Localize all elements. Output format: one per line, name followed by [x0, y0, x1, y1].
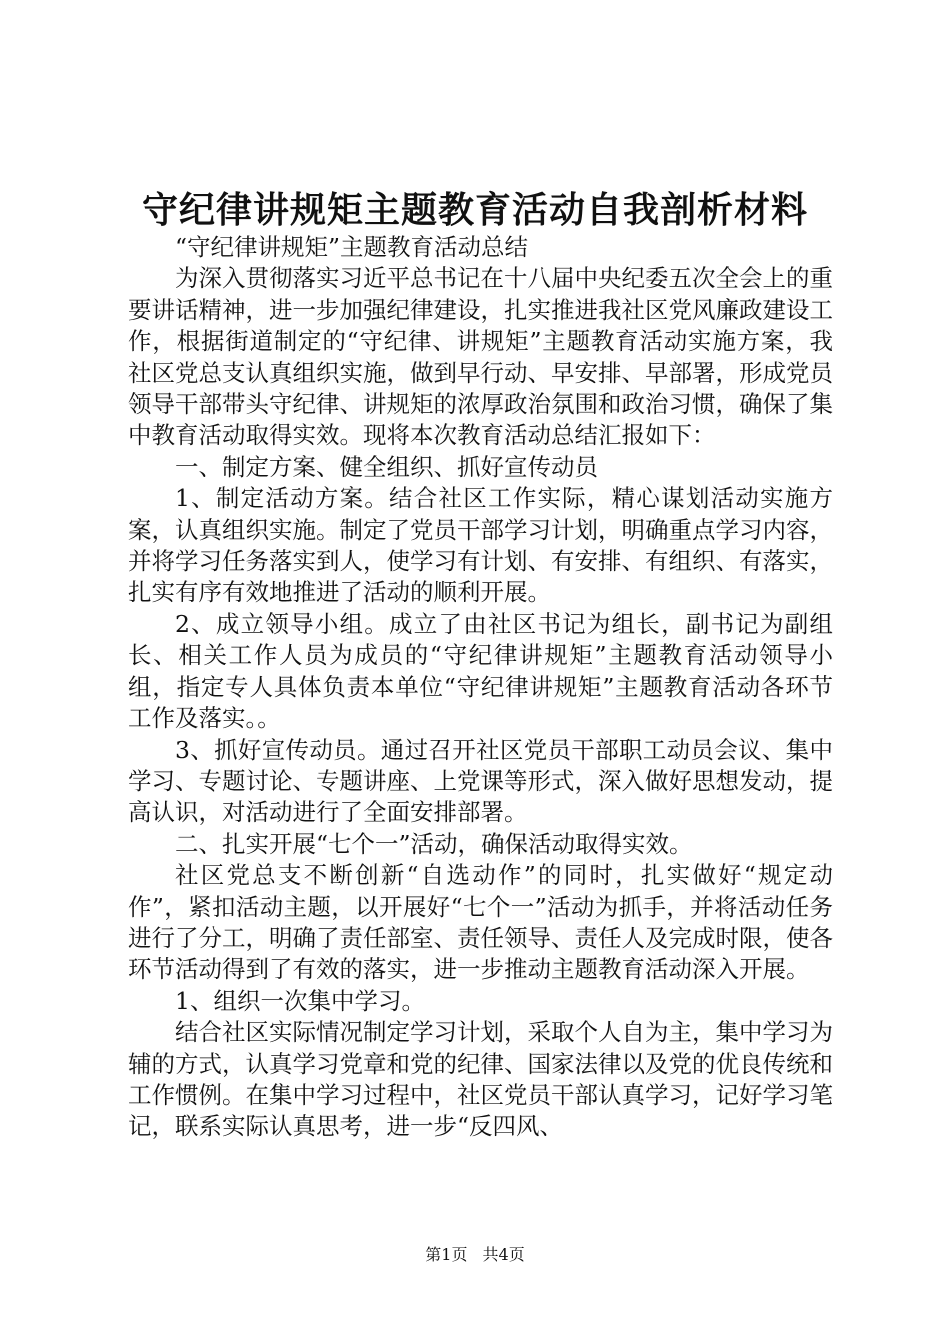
document-body	[128, 232, 833, 1143]
section-heading-1: 一、制定方案、健全组织、抓好宣传动员	[175, 452, 598, 481]
paragraph-2-intro: 社区党总支不断创新“自选动作”的同时，扎实做好“规定动作”，紧扣活动主题，以开展好“七个一”活动为抓手，并将活动任务进行了分工，明确了责任部室、责任领导、责任人及完成时限，使各环节活动得到了有效的落实，进一步推动主题教育活动深入开展。	[128, 861, 833, 984]
page-number: 第1页	[425, 1245, 468, 1264]
paragraph-1-1: 1、制定活动方案。结合社区工作实际，精心谋划活动实施方案，认真组织实施。制定了党员干部学习计划，明确重点学习内容，并将学习任务落实到人，使学习有计划、有安排、有组织、有落实，扎实有序有效地推进了活动的顺利开展。	[128, 484, 833, 607]
subsection-heading-2-1: 1、组织一次集中学习。	[175, 986, 425, 1015]
paragraph-intro: 为深入贯彻落实习近平总书记在十八届中央纪委五次全会上的重要讲话精神，进一步加强纪律建设，扎实推进我社区党风廉政建设工作，根据街道制定的“守纪律、讲规矩”主题教育活动实施方案，我社区党总支认真组织实施，做到早行动、早安排、早部署，形成党员领导干部带头守纪律、讲规矩的浓厚政治氛围和政治习惯，确保了集中教育活动取得实效。现将本次教育活动总结汇报如下：	[128, 264, 833, 450]
paragraph-2-1: 结合社区实际情况制定学习计划，采取个人自为主，集中学习为辅的方式，认真学习党章和党的纪律、国家法律以及党的优良传统和工作惯例。在集中学习过程中，社区党员干部认真学习，记好学习笔记，联系实际认真思考，进一步“反四风、	[128, 1018, 833, 1141]
page-total: 共4页	[482, 1245, 525, 1264]
page-footer	[0, 1244, 950, 1266]
paragraph-1-2: 2、成立领导小组。成立了由社区书记为组长，副书记为副组长、相关工作人员为成员的“守纪律讲规矩”主题教育活动领导小组，指定专人具体负责本单位“守纪律讲规矩”主题教育活动各环节工作及落实。。	[128, 609, 833, 733]
subtitle-line: “守纪律讲规矩”主题教育活动总结	[175, 233, 529, 261]
document-title: 守纪律讲规矩主题教育活动自我剖析材料	[141, 189, 808, 231]
section-heading-2: 二、扎实开展“七个一”活动，确保活动取得实效。	[175, 829, 693, 858]
paragraph-1-3: 3、抓好宣传动员。通过召开社区党员干部职工动员会议、集中学习、专题讨论、专题讲座、上党课等形式，深入做好思想发动，提高认识，对活动进行了全面安排部署。	[128, 735, 833, 827]
